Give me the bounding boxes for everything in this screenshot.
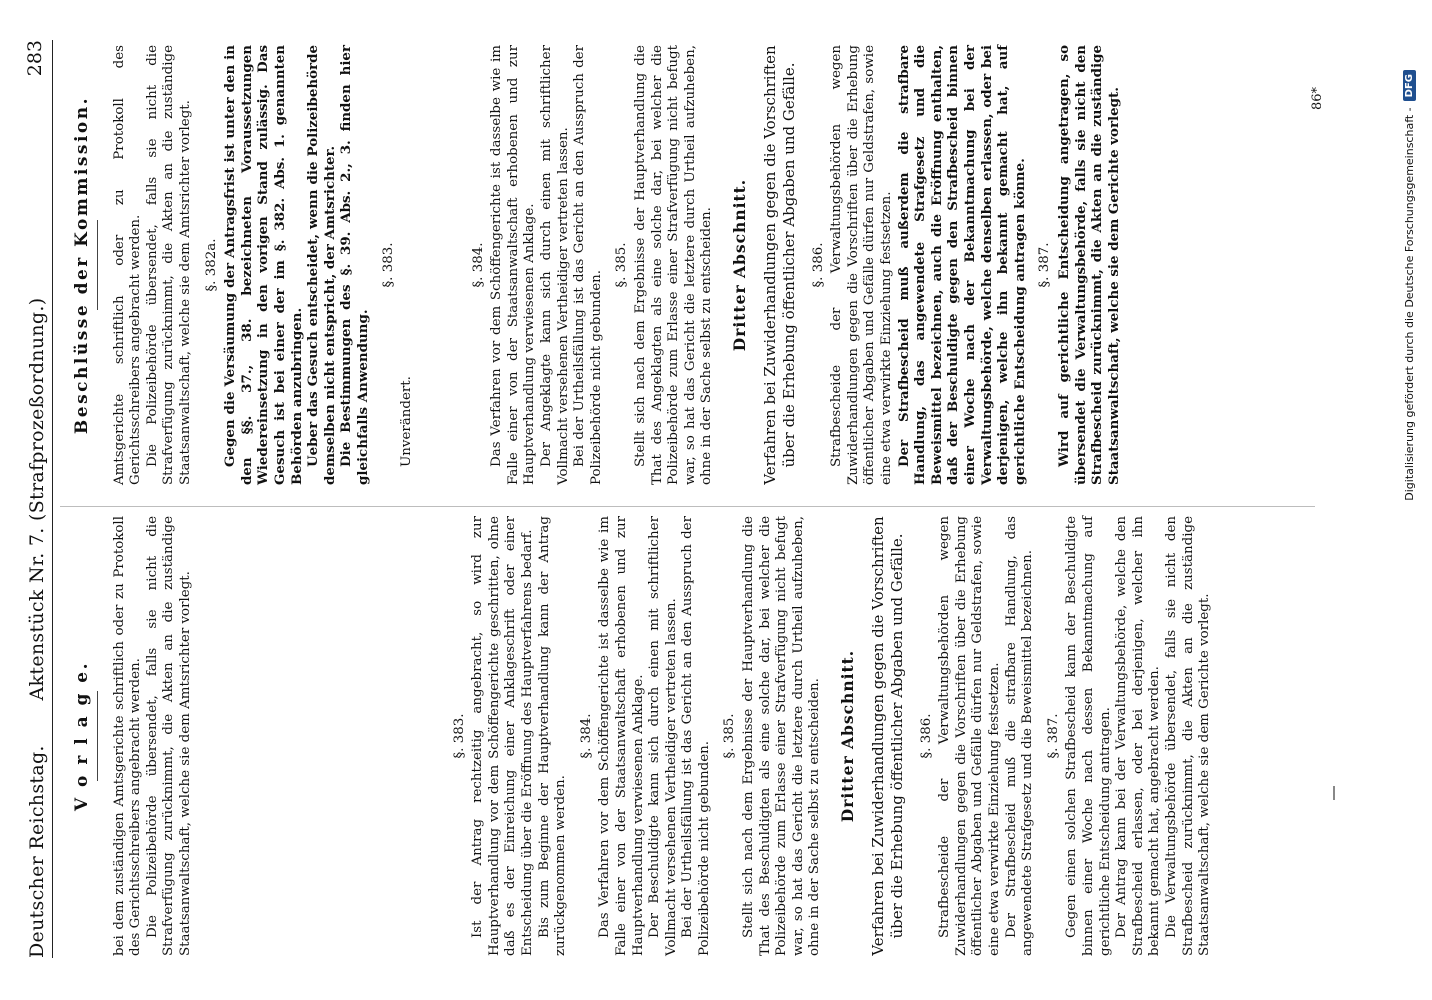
section-heading: Dritter Abschnitt.: [838, 649, 858, 823]
paragraph-text: Der Antrag kann bei der Verwaltungsbehörde, welche den Strafbescheid erlassen, oder bei derjenigen, welcher ihn bekannt gemacht hat, angebracht werden.: [1114, 516, 1163, 956]
blank-space: [195, 516, 443, 956]
section-subheading: Verfahren bei Zuwiderhandlungen gegen die Vorschriften über die Erhebung öffentlicher Abgaben und Gefälle.: [760, 45, 798, 485]
column-title-kommission: Beschlüsse der Kommission.: [72, 95, 92, 435]
dfg-logo: DFG: [1403, 70, 1416, 101]
paragraph-text: bei dem zuständigen Amtsgerichte schriftlich oder zu Protokoll des Gerichtsschreibers angebracht werden.: [111, 516, 144, 956]
paragraph-text: Die Verwaltungsbehörde übersendet, falls sie nicht den Strafbescheid zurücknimmt, die Akten an die zuständige Staatsanwaltschaft, welche sie dem Gerichte vorlegt.: [1163, 516, 1213, 956]
paragraph-text: Stellt sich nach dem Ergebnisse der Hauptverhandlung die That des Beschuldigten als eine solche dar, bei welcher die Polizeibehörde zum Erlasse einer Strafverfügung nicht befugt war, so hat das Gericht die letztere durch Urtheil aufzuheben, ohne in der Sache selbst zu entscheiden.: [741, 516, 823, 956]
section-number: §. 383.: [451, 713, 467, 759]
paragraph-text: Die Polizeibehörde übersendet, falls sie nicht die Strafverfügung zurücknimmt, die Akten an die zuständige Staatsanwaltschaft, welche sie dem Amtsrichter vorlegt.: [144, 516, 193, 956]
title-rule: [97, 691, 98, 781]
paragraph-text: Der Strafbescheid muß die strafbare Handlung, das angewendete Strafgesetz und die Beweismittel bezeichnen.: [1003, 516, 1036, 956]
section-subheading: Verfahren bei Zuwiderhandlungen gegen die Vorschriften über die Erhebung öffentlicher Abgaben und Gefälle.: [868, 516, 906, 956]
digitization-note-text: Digitalisierung gefördert durch die Deutsche Forschungsgemeinschaft -: [1402, 107, 1416, 501]
paragraph-text: Der Beschuldigte kann sich durch einen mit schriftlicher Vollmacht versehenen Vertheidiger vertreten lassen.: [647, 516, 679, 956]
paragraph-text: Strafbescheide der Verwaltungsbehörden wegen Zuwiderhandlungen gegen die Vorschriften über die Erhebung öffentlicher Abgaben und Gefälle dürfen nur Geldstrafen, sowie eine etwa verwirkte Einziehung festsetzen.: [829, 45, 894, 485]
paragraph-text: Der Angeklagte kann sich durch einen mit schriftlicher Vollmacht versehenen Vertheidiger vertreten lassen.: [539, 45, 571, 485]
paragraph-text: Die Polizeibehörde übersendet, falls sie nicht die Strafverfügung zurücknimmt, die Akten an die zuständige Staatsanwaltschaft, welche sie dem Amtsrichter vorlegt.: [144, 45, 193, 485]
paragraph-text: Bis zum Beginne der Hauptverhandlung kann der Antrag zurückgenommen werden.: [536, 516, 569, 956]
paragraph-text: Wird auf gerichtliche Entscheidung angetragen, so übersendet die Verwaltungsbehörde, falls sie nicht den Strafbescheid zurücknimmt, die Akten an die zuständige Staatsanwaltschaft, welche sie dem Gerichte vorlegt.: [1055, 45, 1122, 485]
paragraph-text: Das Verfahren vor dem Schöffengerichte ist dasselbe wie im Falle einer von der Staatsanwaltschaft erhobenen und zur Hauptverhandlung verwiesenen Anklage.: [489, 45, 538, 485]
paragraph-text: Gegen die Versäumung der Antragsfrist ist unter den in den §§. 37., 38. bezeichneten Voraussetzungen Wiedereinsetzung in den vorigen Stand zulässig. Das Gesuch ist bei einer der im §. 382. Abs. 1. genannten Behörden anzubringen.: [222, 45, 305, 485]
paragraph-text: Der Strafbescheid muß außerdem die strafbare Handlung, das angewendete Strafgesetz und die Beweismittel bezeichnen, auch die Eröffnung enthalten, daß der Beschuldigte gegen den Strafbescheid binnen einer Woche nach der Bekanntmachung bei der Verwaltungsbehörde, welche denselben erlassen, oder bei derjenigen, welche ihn bekannt gemacht hat, auf gerichtliche Entscheidung antragen könne.: [895, 45, 1028, 485]
paragraph-text: Die Bestimmungen des §. 39. Abs. 2., 3. finden hier gleichfalls Anwendung.: [338, 45, 371, 485]
page-number: 283: [24, 40, 46, 77]
page-header: [18, 40, 53, 958]
paragraph-text: Stellt sich nach dem Ergebnisse der Hauptverhandlung die That des Angeklagten als eine solche dar, bei welcher die Polizeibehörde zum Erlasse einer Strafverfügung nicht befugt war, so hat das Gericht die letztere durch Urtheil aufzuheben, ohne in der Sache selbst zu entscheiden.: [633, 45, 715, 485]
paragraph-text: Bei der Urtheilsfällung ist das Gericht an den Ausspruch der Polizeibehörde nicht gebunden.: [680, 516, 712, 956]
section-number: §. 387.: [1037, 242, 1053, 288]
section-number: §. 385.: [722, 713, 738, 759]
section-number: §. 387.: [1045, 713, 1061, 759]
section-number: §. 386.: [810, 242, 826, 288]
section-number: §. 383.: [380, 242, 396, 288]
title-rule: [97, 220, 98, 310]
paragraph-text: Ist der Antrag rechtzeitig angebracht, so wird zur Hauptverhandlung vor dem Schöffengerichte geschritten, ohne daß es der Einreichung einer Anklageschrift oder einer Entscheidung über die Eröffnung des Hauptverfahrens bedarf.: [470, 516, 535, 956]
section-heading: Dritter Abschnitt.: [730, 178, 749, 352]
paragraph-text: Amtsgerichte schriftlich oder zu Protokoll des Gerichtsschreibers angebracht werden.: [111, 45, 144, 485]
paragraph-text: Strafbescheide der Verwaltungsbehörden wegen Zuwiderhandlungen gegen die Vorschriften über die Erhebung öffentlicher Abgaben und Gefälle dürfen nur Geldstrafen, sowie eine etwa verwirkte Einziehung festsetzen.: [937, 516, 1002, 956]
header-publication: Deutscher Reichstag.: [26, 745, 48, 958]
paragraph-text: Bei der Urtheilsfällung ist das Gericht an den Ausspruch der Polizeibehörde nicht gebunden.: [572, 45, 604, 485]
section-number: §. 384.: [470, 242, 486, 288]
paragraph-text: Gegen einen solchen Strafbescheid kann der Beschuldigte binnen einer Woche nach dessen Bekanntmachung auf gerichtliche Entscheidung antragen.: [1064, 516, 1113, 956]
section-number: §. 384.: [578, 713, 594, 759]
blank-space: [416, 45, 462, 485]
header-document-title: Aktenstück Nr. 7. (Strafprozeßordnung.): [26, 297, 48, 701]
binding-mark: [1333, 786, 1335, 800]
column-title-vorlage: V o r l a g e.: [72, 660, 92, 812]
section-number: §. 385.: [614, 242, 630, 288]
digitization-note: [1396, 70, 1422, 930]
paragraph-text: Das Verfahren vor dem Schöffengerichte ist dasselbe wie im Falle einer von der Staatsanwaltschaft erhobenen und zur Hauptverhandlung verwiesenen Anklage.: [597, 516, 646, 956]
column-vorlage: [60, 516, 1214, 956]
column-divider: [60, 506, 1315, 507]
paragraph-text: Ueber das Gesuch entscheidet, wenn die Polizeibehörde demselben nicht entspricht, der Amtsrichter.: [305, 45, 338, 485]
section-number: §. 386.: [918, 713, 934, 759]
paragraph-text: Unverändert.: [399, 376, 415, 467]
column-kommission: [60, 45, 1122, 485]
section-number: §. 382a.: [203, 238, 219, 292]
sheet-signature: 86*: [1310, 86, 1325, 110]
